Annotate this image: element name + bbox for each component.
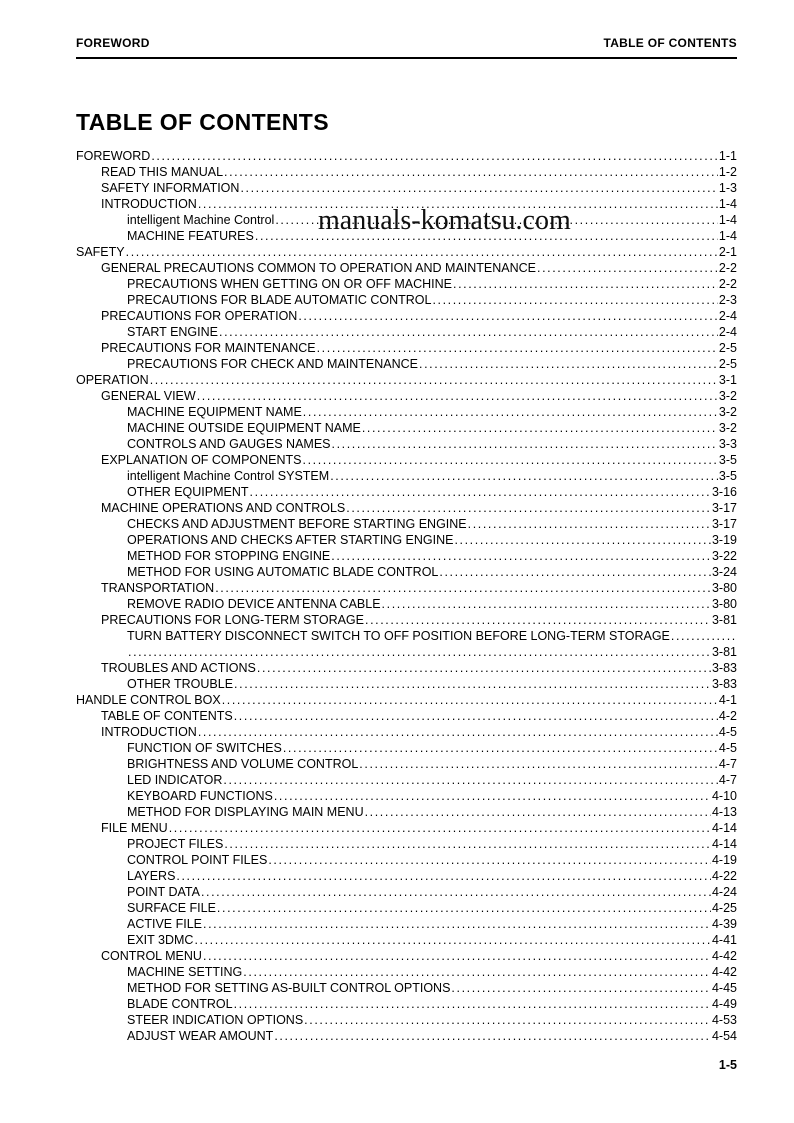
toc-entry-page: 4-42 xyxy=(711,949,737,963)
toc-entry xyxy=(76,820,737,836)
toc-entry xyxy=(76,452,737,468)
toc-entry-page: 3-24 xyxy=(711,565,737,579)
toc-entry-page: 4-25 xyxy=(711,901,737,915)
toc-entry-label: KEYBOARD FUNCTIONS xyxy=(127,789,273,803)
toc-entry-page: 3-5 xyxy=(718,453,737,467)
toc-dot-leader xyxy=(197,388,718,404)
toc-entry-label: TROUBLES AND ACTIONS xyxy=(101,661,256,675)
toc-entry xyxy=(76,356,737,372)
toc-dot-leader xyxy=(304,1012,711,1028)
toc-entry-page: 4-10 xyxy=(711,789,737,803)
toc-entry-label: STEER INDICATION OPTIONS xyxy=(127,1013,304,1027)
toc-entry xyxy=(76,804,737,820)
toc-entry xyxy=(76,148,737,164)
toc-entry-label: METHOD FOR SETTING AS-BUILT CONTROL OPTIONS xyxy=(127,981,451,995)
toc-entry-page: 2-3 xyxy=(718,293,737,307)
toc-entry-label: SAFETY xyxy=(76,245,125,259)
toc-entry xyxy=(76,964,737,980)
toc-dot-leader xyxy=(331,548,711,564)
toc-dot-leader xyxy=(250,484,711,500)
toc-entry-label: METHOD FOR DISPLAYING MAIN MENU xyxy=(127,805,364,819)
toc-entry xyxy=(76,692,737,708)
toc-dot-leader xyxy=(382,596,711,612)
toc-entry-page: 4-22 xyxy=(711,869,737,883)
toc-entry xyxy=(76,756,737,772)
toc-entry-page: 1-4 xyxy=(718,229,737,243)
toc-entry-page: 4-42 xyxy=(711,965,737,979)
page-content xyxy=(76,0,737,1044)
toc-dot-leader xyxy=(222,692,718,708)
toc-entry xyxy=(76,308,737,324)
toc-entry-label: PROJECT FILES xyxy=(127,837,224,851)
toc-entry-page: 1-3 xyxy=(718,181,737,195)
toc-entry-label: OTHER TROUBLE xyxy=(127,677,234,691)
toc-dot-leader xyxy=(268,852,711,868)
toc-entry-page: 1-4 xyxy=(718,213,737,227)
toc-dot-leader xyxy=(203,948,711,964)
toc-dot-leader xyxy=(303,452,718,468)
toc-dot-leader xyxy=(283,740,718,756)
toc-dot-leader xyxy=(201,884,711,900)
toc-entry-page: 4-49 xyxy=(711,997,737,1011)
toc-entry-page: 3-2 xyxy=(718,421,737,435)
toc-dot-leader xyxy=(234,676,711,692)
running-header-right: TABLE OF CONTENTS xyxy=(603,36,737,50)
toc-entry-label: INTRODUCTION xyxy=(101,197,197,211)
toc-entry-page: 4-5 xyxy=(718,741,737,755)
toc-entry xyxy=(76,340,737,356)
toc-dot-leader xyxy=(240,180,717,196)
toc-entry-page: 4-45 xyxy=(711,981,737,995)
toc-entry-page: 3-83 xyxy=(711,661,737,675)
toc-entry-label: TABLE OF CONTENTS xyxy=(101,709,233,723)
toc-entry xyxy=(76,516,737,532)
toc-list xyxy=(76,148,737,1044)
toc-entry-page: 2-1 xyxy=(718,245,737,259)
toc-entry-label: CHECKS AND ADJUSTMENT BEFORE STARTING ENGINE xyxy=(127,517,467,531)
toc-dot-leader xyxy=(537,260,718,276)
toc-entry xyxy=(76,740,737,756)
toc-entry xyxy=(76,564,737,580)
toc-entry-label: SAFETY INFORMATION xyxy=(101,181,240,195)
toc-entry-label: PRECAUTIONS FOR LONG-TERM STORAGE xyxy=(101,613,364,627)
toc-entry xyxy=(76,580,737,596)
toc-dot-leader xyxy=(128,644,711,660)
toc-entry-label: START ENGINE xyxy=(127,325,218,339)
toc-entry-label: CONTROL POINT FILES xyxy=(127,853,268,867)
toc-entry-label: MACHINE OUTSIDE EQUIPMENT NAME xyxy=(127,421,361,435)
toc-dot-leader xyxy=(224,836,711,852)
toc-entry-label: TRANSPORTATION xyxy=(101,581,215,595)
toc-entry-page: 4-2 xyxy=(718,709,737,723)
toc-dot-leader xyxy=(234,708,718,724)
toc-entry-page: 2-5 xyxy=(718,341,737,355)
toc-entry-label: EXIT 3DMC xyxy=(127,933,194,947)
toc-entry xyxy=(76,660,737,676)
toc-entry xyxy=(76,884,737,900)
header-rule xyxy=(76,57,737,59)
toc-entry-label: INTRODUCTION xyxy=(101,725,197,739)
toc-entry xyxy=(76,644,737,660)
toc-dot-leader xyxy=(419,356,718,372)
toc-entry-page: 3-80 xyxy=(711,581,737,595)
toc-dot-leader xyxy=(362,420,718,436)
toc-entry-page: 1-2 xyxy=(718,165,737,179)
toc-dot-leader xyxy=(454,532,711,548)
toc-entry xyxy=(76,548,737,564)
toc-dot-leader xyxy=(169,820,711,836)
toc-entry xyxy=(76,468,737,484)
running-header-left: FOREWORD xyxy=(76,36,150,50)
toc-entry xyxy=(76,868,737,884)
toc-entry-label: HANDLE CONTROL BOX xyxy=(76,693,221,707)
toc-entry-page: 4-7 xyxy=(718,757,737,771)
toc-entry-label: GENERAL PRECAUTIONS COMMON TO OPERATION AND MAINTENANCE xyxy=(101,261,537,275)
page-title: TABLE OF CONTENTS xyxy=(76,109,329,135)
toc-dot-leader xyxy=(365,804,711,820)
toc-entry-label: BLADE CONTROL xyxy=(127,997,233,1011)
toc-entry-label: CONTROL MENU xyxy=(101,949,202,963)
toc-entry xyxy=(76,612,737,628)
toc-entry-page: 3-5 xyxy=(718,469,737,483)
toc-entry-page: 4-54 xyxy=(711,1029,737,1043)
toc-dot-leader xyxy=(151,148,718,164)
toc-entry-label: OTHER EQUIPMENT xyxy=(127,485,249,499)
toc-dot-leader xyxy=(330,468,718,484)
toc-entry xyxy=(76,164,737,180)
toc-entry-page: 3-22 xyxy=(711,549,737,563)
toc-entry-label: POINT DATA xyxy=(127,885,200,899)
toc-entry xyxy=(76,628,737,644)
toc-entry xyxy=(76,596,737,612)
toc-entry xyxy=(76,324,737,340)
toc-entry-label: PRECAUTIONS FOR BLADE AUTOMATIC CONTROL xyxy=(127,293,432,307)
toc-entry-label: LAYERS xyxy=(127,869,176,883)
toc-entry-label: BRIGHTNESS AND VOLUME CONTROL xyxy=(127,757,359,771)
toc-entry-page: 3-2 xyxy=(718,389,737,403)
toc-dot-leader xyxy=(203,916,711,932)
toc-entry-page: 4-14 xyxy=(711,837,737,851)
toc-entry xyxy=(76,836,737,852)
toc-entry-label: TURN BATTERY DISCONNECT SWITCH TO OFF POSITION BEFORE LONG-TERM STORAGE xyxy=(127,629,670,643)
toc-entry xyxy=(76,676,737,692)
toc-entry xyxy=(76,916,737,932)
toc-entry-label: MACHINE SETTING xyxy=(127,965,243,979)
toc-entry-label: REMOVE RADIO DEVICE ANTENNA CABLE xyxy=(127,597,381,611)
toc-entry xyxy=(76,724,737,740)
toc-dot-leader xyxy=(451,980,711,996)
toc-entry-page: 4-5 xyxy=(718,725,737,739)
toc-entry xyxy=(76,404,737,420)
toc-entry-page: 4-39 xyxy=(711,917,737,931)
toc-entry-page: 4-7 xyxy=(718,773,737,787)
toc-entry-page: 3-1 xyxy=(718,373,737,387)
toc-entry-page: 2-4 xyxy=(718,309,737,323)
toc-entry-label: CONTROLS AND GAUGES NAMES xyxy=(127,437,331,451)
toc-dot-leader xyxy=(332,436,718,452)
toc-entry xyxy=(76,948,737,964)
toc-entry-label: LED INDICATOR xyxy=(127,773,223,787)
toc-entry-label: PRECAUTIONS FOR MAINTENANCE xyxy=(101,341,316,355)
toc-entry-label: READ THIS MANUAL xyxy=(101,165,224,179)
toc-entry xyxy=(76,484,737,500)
toc-entry-page: 3-80 xyxy=(711,597,737,611)
toc-entry xyxy=(76,532,737,548)
toc-entry xyxy=(76,980,737,996)
toc-entry-label: intelligent Machine Control xyxy=(127,213,275,227)
toc-entry xyxy=(76,180,737,196)
toc-entry xyxy=(76,260,737,276)
toc-entry-page: 2-2 xyxy=(718,277,737,291)
toc-entry-label: ADJUST WEAR AMOUNT xyxy=(127,1029,274,1043)
toc-entry-page: 4-13 xyxy=(711,805,737,819)
toc-entry-page: 3-17 xyxy=(711,501,737,515)
toc-entry xyxy=(76,932,737,948)
toc-entry-label: PRECAUTIONS WHEN GETTING ON OR OFF MACHINE xyxy=(127,277,453,291)
toc-dot-leader xyxy=(346,500,711,516)
toc-entry-page: 3-81 xyxy=(711,645,737,659)
toc-entry-page: 3-81 xyxy=(711,613,737,627)
toc-dot-leader xyxy=(274,788,711,804)
toc-entry xyxy=(76,1012,737,1028)
toc-dot-leader xyxy=(217,900,711,916)
toc-entry xyxy=(76,900,737,916)
toc-entry-page: 3-17 xyxy=(711,517,737,531)
toc-dot-leader xyxy=(303,404,718,420)
toc-entry xyxy=(76,276,737,292)
toc-dot-leader xyxy=(274,1028,711,1044)
toc-dot-leader xyxy=(298,308,718,324)
toc-entry-page: 1-1 xyxy=(718,149,737,163)
toc-entry xyxy=(76,1028,737,1044)
toc-entry-page: 2-4 xyxy=(718,325,737,339)
toc-entry-page: 4-19 xyxy=(711,853,737,867)
toc-entry-label: EXPLANATION OF COMPONENTS xyxy=(101,453,302,467)
toc-dot-leader xyxy=(432,292,717,308)
toc-entry-label: FILE MENU xyxy=(101,821,168,835)
toc-entry-page: 3-16 xyxy=(711,485,737,499)
toc-entry-label: ACTIVE FILE xyxy=(127,917,203,931)
toc-entry-label: MACHINE FEATURES xyxy=(127,229,254,243)
toc-dot-leader xyxy=(468,516,711,532)
toc-dot-leader xyxy=(453,276,718,292)
toc-entry-label: MACHINE OPERATIONS AND CONTROLS xyxy=(101,501,346,515)
toc-entry-page: 4-1 xyxy=(718,693,737,707)
toc-dot-leader xyxy=(365,612,711,628)
toc-dot-leader xyxy=(223,772,718,788)
footer-page-number: 1-5 xyxy=(718,1058,737,1072)
toc-entry xyxy=(76,500,737,516)
toc-dot-leader xyxy=(234,996,711,1012)
toc-entry-label: METHOD FOR STOPPING ENGINE xyxy=(127,549,331,563)
toc-dot-leader xyxy=(194,932,711,948)
toc-entry-label: MACHINE EQUIPMENT NAME xyxy=(127,405,302,419)
toc-dot-leader xyxy=(317,340,718,356)
toc-dot-leader xyxy=(671,628,736,644)
toc-dot-leader xyxy=(257,660,711,676)
toc-entry xyxy=(76,292,737,308)
toc-entry xyxy=(76,372,737,388)
toc-entry-page: 4-41 xyxy=(711,933,737,947)
toc-entry-page: 1-4 xyxy=(718,197,737,211)
toc-entry-label: FOREWORD xyxy=(76,149,151,163)
toc-entry-label: OPERATIONS AND CHECKS AFTER STARTING ENGINE xyxy=(127,533,454,547)
toc-entry-label: intelligent Machine Control SYSTEM xyxy=(127,469,330,483)
toc-entry-label: PRECAUTIONS FOR OPERATION xyxy=(101,309,298,323)
toc-entry xyxy=(76,996,737,1012)
running-header xyxy=(76,0,737,50)
toc-dot-leader xyxy=(224,164,718,180)
toc-entry-label: METHOD FOR USING AUTOMATIC BLADE CONTROL xyxy=(127,565,439,579)
toc-dot-leader xyxy=(243,964,711,980)
toc-entry xyxy=(76,788,737,804)
watermark: manuals-komatsu.com xyxy=(318,205,571,236)
toc-dot-leader xyxy=(359,756,718,772)
toc-entry xyxy=(76,244,737,260)
toc-entry xyxy=(76,436,737,452)
toc-entry-page: 4-53 xyxy=(711,1013,737,1027)
toc-entry-page: 3-2 xyxy=(718,405,737,419)
toc-dot-leader xyxy=(126,244,718,260)
toc-entry xyxy=(76,420,737,436)
toc-entry-page: 4-24 xyxy=(711,885,737,899)
toc-dot-leader xyxy=(219,324,718,340)
toc-entry xyxy=(76,852,737,868)
toc-dot-leader xyxy=(176,868,711,884)
toc-dot-leader xyxy=(439,564,711,580)
toc-dot-leader xyxy=(215,580,711,596)
toc-entry xyxy=(76,388,737,404)
toc-entry-page: 2-5 xyxy=(718,357,737,371)
toc-entry-label: FUNCTION OF SWITCHES xyxy=(127,741,282,755)
toc-entry-page: 4-14 xyxy=(711,821,737,835)
toc-entry-page: 2-2 xyxy=(718,261,737,275)
toc-entry xyxy=(76,772,737,788)
toc-entry-page: 3-83 xyxy=(711,677,737,691)
toc-entry-label: GENERAL VIEW xyxy=(101,389,196,403)
toc-entry xyxy=(76,708,737,724)
toc-dot-leader xyxy=(198,724,718,740)
toc-dot-leader xyxy=(150,372,718,388)
toc-entry-label: SURFACE FILE xyxy=(127,901,216,915)
toc-entry-label: PRECAUTIONS FOR CHECK AND MAINTENANCE xyxy=(127,357,419,371)
toc-entry-page: 3-3 xyxy=(718,437,737,451)
toc-entry-label: OPERATION xyxy=(76,373,149,387)
toc-entry-page: 3-19 xyxy=(711,533,737,547)
